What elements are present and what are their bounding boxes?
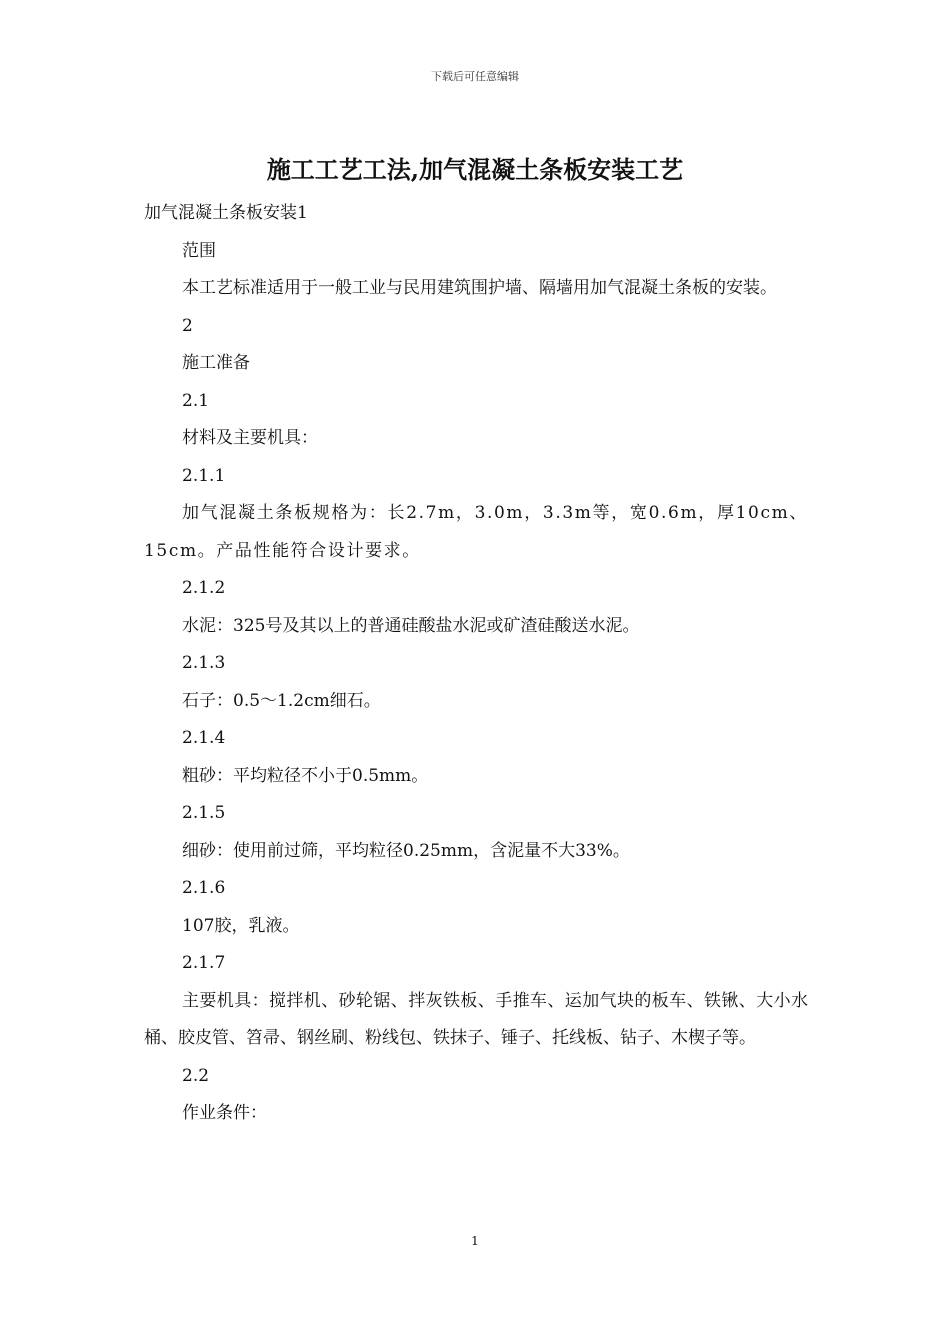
body-paragraph: 粗砂：平均粒径不小于0.5mm。: [182, 765, 429, 786]
section-number: 2.1.7: [182, 953, 226, 973]
section-heading: 范围: [182, 240, 216, 261]
body-paragraph: 细砂：使用前过筛，平均粒径0.25mm，含泥量不大33%。: [182, 840, 630, 861]
body-paragraph: 石子：0.5～1.2cm细石。: [182, 690, 381, 711]
section-number: 2.1.5: [182, 803, 226, 823]
section-heading: 材料及主要机具：: [182, 428, 318, 448]
page-number: 1: [471, 1234, 479, 1248]
body-paragraph: 主要机具：搅拌机、砂轮锯、拌灰铁板、手推车、运加气块的板车、铁锹、大小水桶、胶皮管、笤帚、钢丝刷、粉线包、铁抹子、锤子、托线板、钻子、木楔子等。: [144, 990, 808, 1048]
body-paragraph: 加气混凝土条板规格为：长2.7m，3.0m，3.3m等，宽0.6m，厚10cm、15cm。产品性能符合设计要求。: [144, 503, 808, 561]
section-heading: 加气混凝土条板安装1: [144, 203, 308, 223]
document-body: [144, 195, 808, 1133]
body-paragraph: 107胶，乳液。: [182, 915, 300, 936]
document-title: 施工工艺工法,加气混凝土条板安装工艺: [266, 155, 684, 184]
page-header-note: 下载后可任意编辑: [431, 70, 519, 83]
section-heading: 施工准备: [182, 353, 250, 373]
section-number: 2.1.4: [182, 728, 226, 748]
section-number: 2.2: [182, 1065, 210, 1086]
section-number: 2.1.1: [182, 465, 226, 486]
section-number: 2.1.3: [182, 653, 226, 673]
section-heading: 作业条件：: [182, 1103, 267, 1123]
body-paragraph: 水泥：325号及其以上的普通硅酸盐水泥或矿渣硅酸送水泥。: [182, 615, 640, 636]
section-number: 2.1.6: [182, 878, 226, 898]
body-paragraph: 本工艺标准适用于一般工业与民用建筑围护墙、隔墙用加气混凝土条板的安装。: [182, 278, 777, 298]
section-number: 2.1.2: [182, 578, 226, 598]
section-number: 2.1: [182, 390, 210, 411]
section-number: 2: [182, 315, 193, 336]
